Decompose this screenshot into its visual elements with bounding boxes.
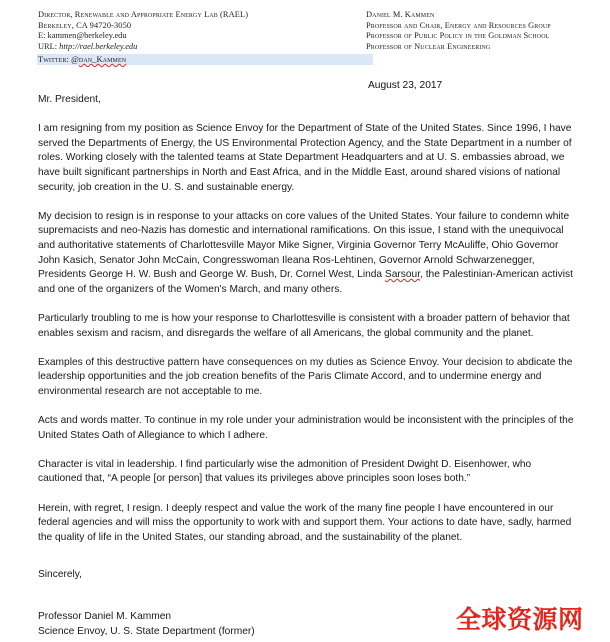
paragraph-1: I am resigning from my position as Science Envoy for the Department of State of the United States. Since 1996, I have served the Departments of Energy, the US Environmental Protection Agency, and the State Department in a number of roles. Working closely with the talented teams at State Department Headquarters and at U. S. embassies abroad, we have built significant partnerships in North and East Africa, and in the Middle East, around shared visions of national security, job creation in the U. S. and sustainable energy. <box>38 123 572 193</box>
author-title-2: Professor of Public Policy in the Goldman School <box>366 31 550 41</box>
paragraph-3: Particularly troubling to me is how your response to Charlottesville is consistent with a broader pattern of behavior that enables sexism and racism, and disregards the welfare of all Americans, the global community and the planet. <box>38 312 570 339</box>
paragraph-6: Character is vital in leadership. I find particularly wise the admonition of President Dwight D. Eisenhower, who cautioned that, “A people [or person] that values its privileges above principles soon loses both.” <box>38 458 532 485</box>
letterhead-left <box>38 10 368 52</box>
lab-title: Director, Renewable and Appropriate Energy Lab (RAEL) <box>38 10 249 19</box>
twitter-label: Twitter: @ <box>38 55 79 64</box>
author-title-3: Professor of Nuclear Engineering <box>366 41 491 51</box>
paragraph-2 <box>38 210 578 298</box>
author-title-1: Professor and Chair, Energy and Resources Group <box>366 20 551 30</box>
paragraph-7: Herein, with regret, I resign. I deeply respect and value the work of the many fine people I have encountered in our federal agencies and will miss the opportunity to work with and support them. Your actions to date have, sadly, harmed the quality of life in the United States, our standing abroad, and the sustainability of the planet. <box>38 502 572 543</box>
letterhead-right <box>366 10 606 52</box>
url-link[interactable]: http://rael.berkeley.edu <box>59 41 138 51</box>
author-name: Daniel M. Kammen <box>366 10 435 19</box>
paragraph-2-text-a: My decision to resign is in response to your attacks on core values of the United States. Your failure to condemn white supremacists and neo-Nazis has domestic and international ramifications. On this issue, I stand with the unequivocal and authoritative statements of Charlottesville Mayor Mike Signer, Virginia Governor Terry McAuliffe, Ohio Governor John Kasich, Senator John McCain, Congresswoman Ileana Ros-Lehtinen, Governor Arnold Schwarzenegger, Presidents George H. W. Bush and George W. Bush, Dr. Cornel West, Linda <box>38 210 570 281</box>
signature-name: Professor Daniel M. Kammen <box>38 611 172 622</box>
paragraph-4: Examples of this destructive pattern have consequences on my duties as Science Envoy. Your decision to abdicate the leadership opportunities and the job creation benefits of the Paris Climate Accord, and to undermine energy and environmental research are not acceptable to me. <box>38 356 573 397</box>
address-line: Berkeley, CA 94720-3050 <box>38 20 132 30</box>
paragraph-2-text-b: , the Palestinian-American activist and one of the organizers of the Women's March, and many others. <box>38 269 573 295</box>
salutation: Mr. President, <box>38 94 101 105</box>
letter-body <box>38 93 578 560</box>
closing: Sincerely, <box>38 569 82 580</box>
email-line: E: kammen@berkeley.edu <box>38 31 127 41</box>
watermark-logo: 全球资源网 <box>456 605 584 634</box>
misspelled-word: Sarsour <box>384 269 421 281</box>
url-label: URL: <box>38 41 60 51</box>
paragraph-5: Acts and words matter. To continue in my role under your administration would be inconsistent with the principles of the United States Oath of Allegiance to which I adhere. <box>38 415 574 441</box>
url-line <box>38 42 368 53</box>
signature-title: Science Envoy, U. S. State Department (former) <box>38 626 255 637</box>
letter-date: August 23, 2017 <box>368 80 443 91</box>
twitter-handle[interactable]: dan_Kammen <box>78 55 127 64</box>
twitter-line <box>38 54 126 65</box>
